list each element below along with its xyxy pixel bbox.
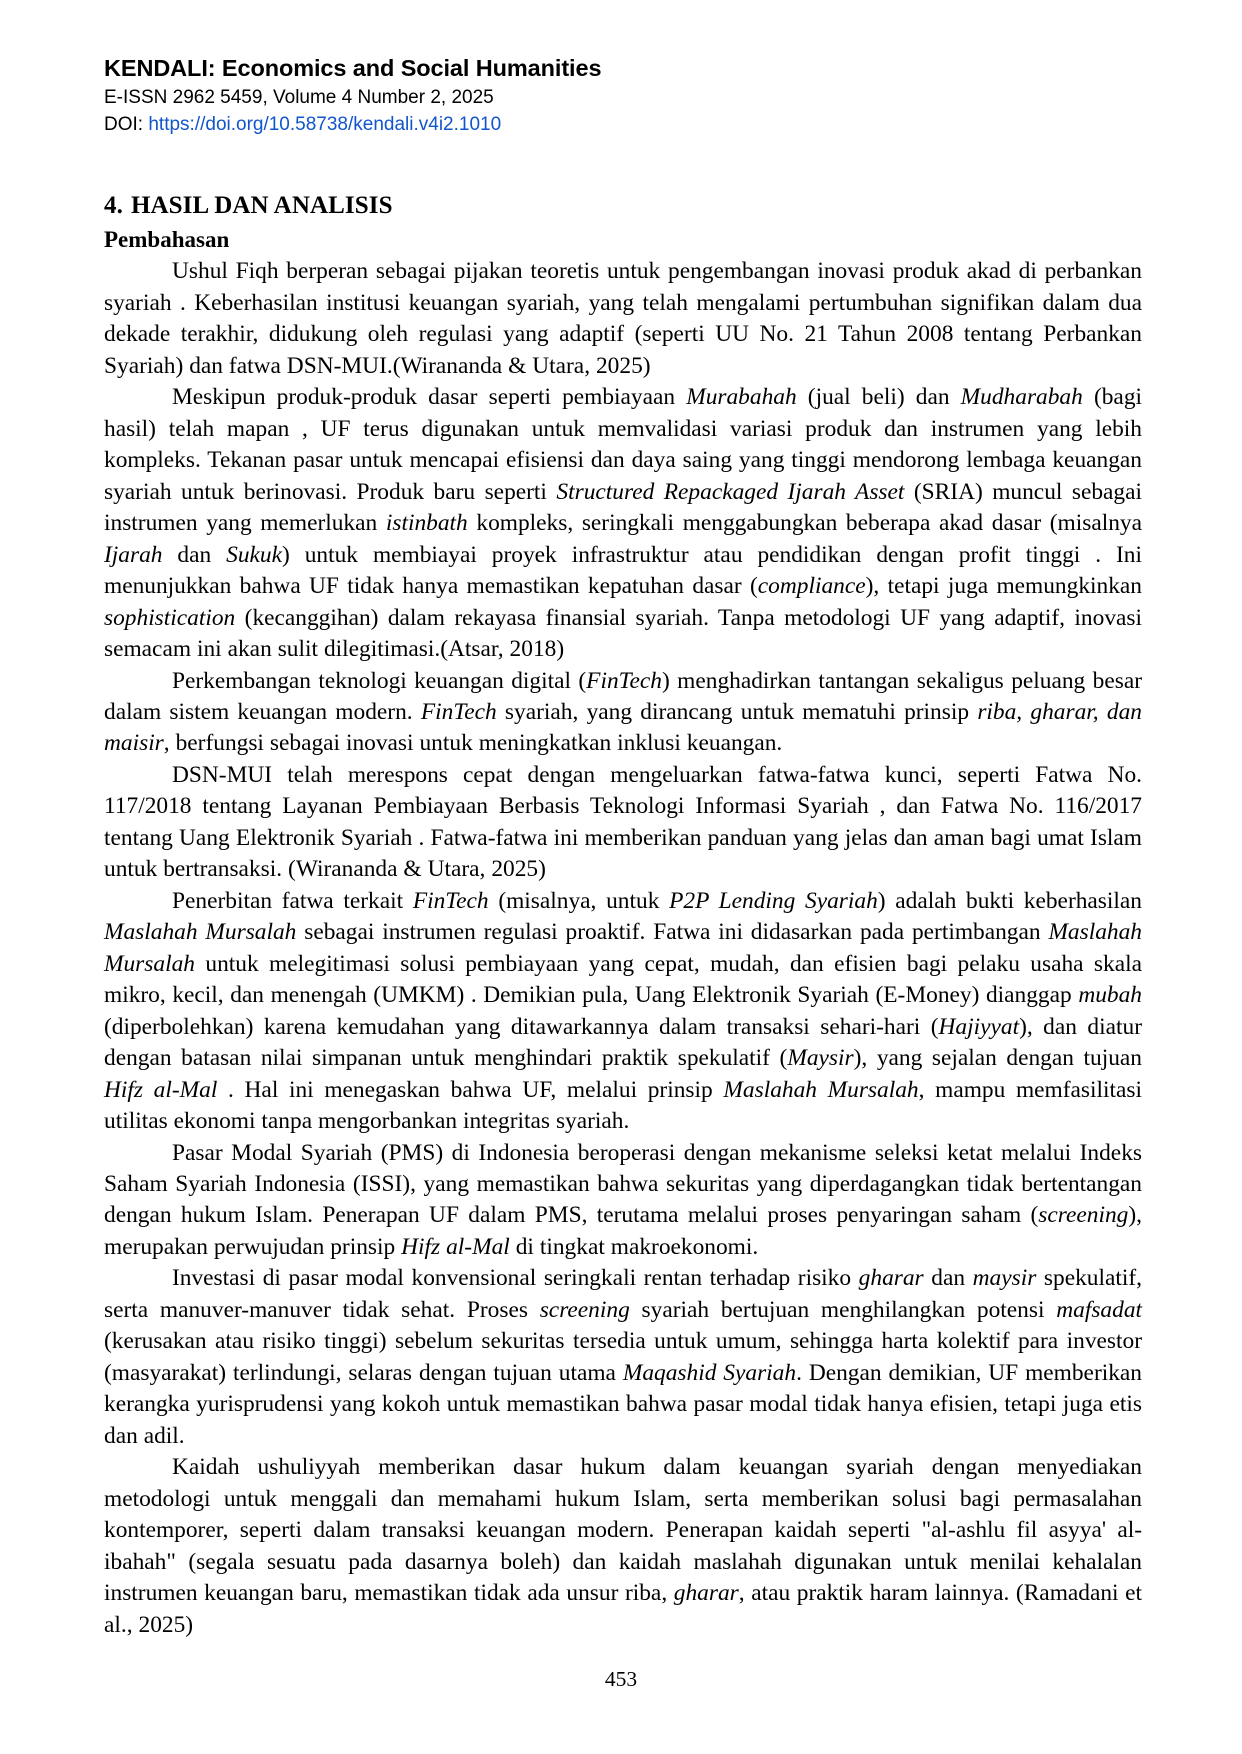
paragraph-2: Meskipun produk-produk dasar seperti pembiayaan Murabahah (jual beli) dan Mudharabah (bagi hasil) telah mapan , UF terus digunakan untuk memvalidasi variasi produk dan instrumen yang lebih kompleks. Tekanan pasar untuk mencapai efisiensi dan daya saing yang tinggi mendorong lembaga keuangan syariah untuk berinovasi. Produk baru seperti Structured Repackaged Ijarah Asset (SRIA) muncul sebagai instrumen yang memerlukan istinbath kompleks, seringkali menggabungkan beberapa akad dasar (misalnya Ijarah dan Sukuk) untuk membiayai proyek infrastruktur atau pendidikan dengan profit tinggi . Ini menunjukkan bahwa UF tidak hanya memastikan kepatuhan dasar (compliance), tetapi juga memungkinkan sophistication (kecanggihan) dalam rekayasa finansial syariah. Tanpa metodologi UF yang adaptif, inovasi semacam ini akan sulit dilegitimasi.(Atsar, 2018) <box>104 384 1143 663</box>
paragraph-1: Ushul Fiqh berperan sebagai pijakan teoretis untuk pengembangan inovasi produk akad di perbankan syariah . Keberhasilan institusi keuangan syariah, yang telah mengalami pertumbuhan signifikan dalam dua dekade terakhir, didukung oleh regulasi yang adaptif (seperti UU No. 21 Tahun 2008 tentang Perbankan Syariah) dan fatwa DSN-MUI.(Wirananda & Utara, 2025) <box>104 258 1142 379</box>
doi-label: DOI: <box>104 113 149 135</box>
paragraph-7: Investasi di pasar modal konvensional seringkali rentan terhadap risiko gharar dan maysir spekulatif, serta manuver-manuver tidak sehat. Proses screening syariah bertujuan menghilangkan potensi mafsadat (kerusakan atau risiko tinggi) sebelum sekuritas tersedia untuk umum, sehingga harta kolektif para investor (masyarakat) terlindungi, selaras dengan tujuan utama Maqashid Syariah. Dengan demikian, UF memberikan kerangka yurisprudensi yang kokoh untuk memastikan bahwa pasar modal tidak hanya efisien, tetapi juga etis dan adil. <box>104 1265 1143 1449</box>
journal-masthead <box>104 54 1142 137</box>
issn-volume-line: E-ISSN 2962 5459, Volume 4 Number 2, 2025 <box>104 87 494 109</box>
section-heading <box>104 190 1142 221</box>
paragraph-8: Kaidah ushuliyyah memberikan dasar hukum dalam keuangan syariah dengan menyediakan metodologi untuk menggali dan memahami hukum Islam, serta memberikan solusi bagi permasalahan kontemporer, seperti dalam transaksi keuangan modern. Penerapan kaidah seperti "al-ashlu fil asyya' al-ibahah" (segala sesuatu pada dasarnya boleh) dan kaidah maslahah digunakan untuk menilai kehalalan instrumen keuangan baru, memastikan tidak ada unsur riba, gharar, atau praktik haram lainnya. (Ramadani et al., 2025) <box>104 1454 1143 1638</box>
page-number: 453 <box>604 1666 638 1691</box>
journal-title: KENDALI: Economics and Social Humanities <box>104 55 602 81</box>
doi-link[interactable]: https://doi.org/10.58738/kendali.v4i2.1010 <box>148 113 502 135</box>
paragraph-3: Perkembangan teknologi keuangan digital (FinTech) menghadirkan tantangan sekaligus peluang besar dalam sistem keuangan modern. FinTech syariah, yang dirancang untuk mematuhi prinsip riba, gharar, dan maisir, berfungsi sebagai inovasi untuk meningkatkan inklusi keuangan. <box>104 667 1142 757</box>
section-number: 4. <box>104 192 123 220</box>
section-title: HASIL DAN ANALISIS <box>130 192 393 220</box>
paragraph-6: Pasar Modal Syariah (PMS) di Indonesia beroperasi dengan mekanisme seleksi ketat melalui Indeks Saham Syariah Indonesia (ISSI), yang memastikan bahwa sekuritas yang diperdagangkan tidak bertentangan dengan hukum Islam. Penerapan UF dalam PMS, terutama melalui proses penyaringan saham (screening), merupakan perwujudan prinsip Hifz al-Mal di tingkat makroekonomi. <box>104 1139 1142 1260</box>
doi-line <box>104 112 1142 137</box>
body-text-column <box>104 256 1142 1641</box>
subsection-heading: Pembahasan <box>104 226 230 252</box>
paragraph-5: Penerbitan fatwa terkait FinTech (misalnya, untuk P2P Lending Syariah) adalah bukti keberhasilan Maslahah Mursalah sebagai instrumen regulasi proaktif. Fatwa ini didasarkan pada pertimbangan Maslahah Mursalah untuk melegitimasi solusi pembiayaan yang cepat, mudah, dan efisien bagi pelaku usaha skala mikro, kecil, dan menengah (UMKM) . Demikian pula, Uang Elektronik Syariah (E-Money) dianggap mubah (diperbolehkan) karena kemudahan yang ditawarkannya dalam transaksi sehari-hari (Hajiyyat), dan diatur dengan batasan nilai simpanan untuk menghindari praktik spekulatif (Maysir), yang sejalan dengan tujuan Hifz al-Mal . Hal ini menegaskan bahwa UF, melalui prinsip Maslahah Mursalah, mampu memfasilitasi utilitas ekonomi tanpa mengorbankan integritas syariah. <box>104 887 1143 1135</box>
paragraph-4: DSN-MUI telah merespons cepat dengan mengeluarkan fatwa-fatwa kunci, seperti Fatwa No. 117/2018 tentang Layanan Pembiayaan Berbasis Teknologi Informasi Syariah , dan Fatwa No. 116/2017 tentang Uang Elektronik Syariah . Fatwa-fatwa ini memberikan panduan yang jelas dan aman bagi umat Islam untuk bertransaksi. (Wirananda & Utara, 2025) <box>104 761 1142 883</box>
